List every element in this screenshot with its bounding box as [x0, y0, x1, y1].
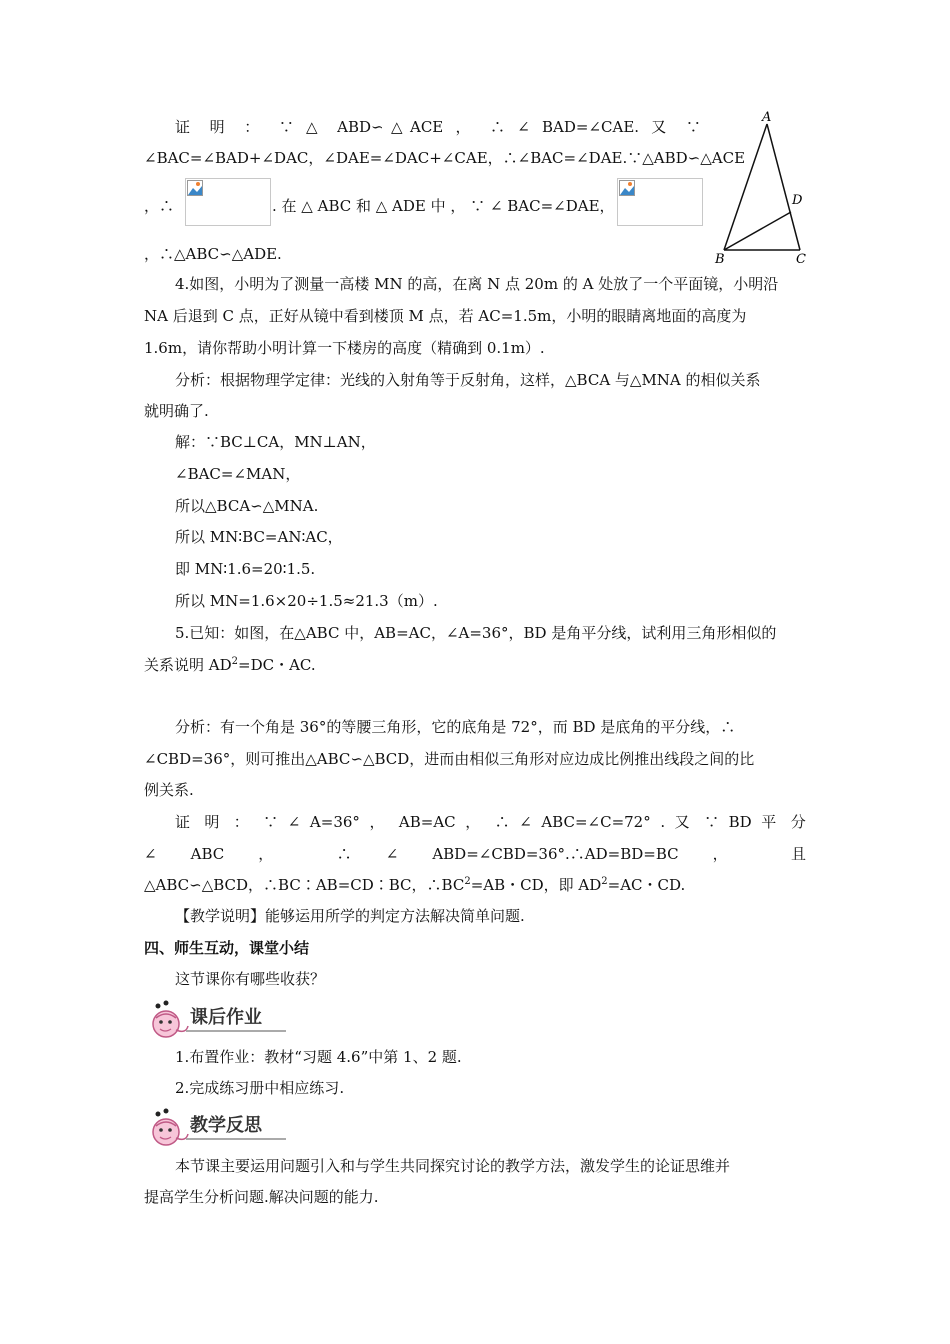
side-ab: [724, 124, 767, 250]
mascot-icon: [146, 1108, 190, 1148]
proof1-line2: ∠BAC=∠BAD+∠DAC，∠DAE=∠DAC+∠CAE，∴∠BAC=∠DAE.∵△ABD∽△ACE: [144, 149, 746, 167]
proof1-line1-token: 证: [175, 118, 198, 136]
broken-image-placeholder: [185, 178, 271, 226]
problem5-line2-sup: 2: [231, 656, 239, 667]
segment-bd: [724, 212, 791, 250]
proof1-line1-token: ∵: [685, 118, 701, 136]
problem5-proof-line1-token: .: [660, 813, 666, 831]
problem4-solution-line4: 所以 MN∶BC=AN∶AC，: [175, 528, 343, 546]
problem5-proof-line3-pre: △ABC∽△BCD，∴BC∶AB=CD∶BC，∴BC: [144, 876, 465, 894]
problem5-proof-line1-token: ∵: [704, 813, 720, 831]
problem5-proof-line1-token: BD: [728, 813, 752, 831]
problem5-analysis-line1: 分析：有一个角是 36°的等腰三角形，它的底角是 72°，而 BD 是底角的平分线，∴: [175, 718, 736, 736]
problem5-proof-line2: [144, 844, 806, 864]
reflection-banner: [146, 1108, 286, 1148]
problem5-proof-line1-token: ∵: [263, 813, 279, 831]
problem5-proof-line2-token: ABC: [190, 845, 225, 863]
proof1-line1-token: ：: [244, 118, 267, 136]
problem5-proof-line2-token: ∠: [144, 845, 157, 863]
proof1-line1-token: 明: [209, 118, 233, 136]
problem5-proof-line2-token: ∴: [336, 845, 352, 863]
problem4-solution-line2: ∠BAC=∠MAN，: [175, 465, 301, 483]
reflection-line1: 本节课主要运用问题引入和与学生共同探究讨论的教学方法，激发学生的论证思维并: [175, 1157, 731, 1175]
problem5-proof-line1-token: 平: [761, 813, 782, 831]
side-ac: [767, 124, 800, 250]
problem5-proof-line1-token: A=36°: [309, 813, 360, 831]
mascot-icon: [146, 1000, 190, 1040]
proof1-line1-token: ，: [455, 118, 478, 136]
problem5-proof-line1-token: AB=AC: [398, 813, 456, 831]
problem5-line2: [144, 655, 806, 675]
problem5-proof-line1-token: 明: [204, 813, 225, 831]
problem5-analysis-line2: ∠CBD=36°，则可推出△ABC∽△BCD，进而由相似三角形对应边成比例推出线段之间的比: [144, 750, 755, 768]
broken-image-placeholder-2: [617, 178, 703, 226]
section4-heading: 四、师生互动，课堂小结: [144, 939, 310, 957]
problem5-proof-line3-sup2: 2: [601, 876, 608, 887]
problem5-proof-line2-token: ，: [712, 845, 757, 863]
label-c: C: [796, 252, 806, 264]
proof1-line1: [175, 117, 701, 137]
proof1-line1-token: ∴: [490, 118, 506, 136]
reflection-line2: 提高学生分析问题.解决问题的能力.: [144, 1188, 379, 1206]
proof1-line1-token: BAD=∠CAE.: [542, 118, 640, 136]
problem5-proof-line2-token: ，: [258, 845, 303, 863]
problem5-proof-line3-post: =AC・CD.: [607, 876, 686, 894]
problem4-line1: 4.如图，小明为了测量一高楼 MN 的高，在离 N 点 20m 的 A 处放了一个平面镜，小明沿: [175, 275, 779, 293]
label-a: A: [762, 110, 772, 125]
problem5-proof-line3-mid: =AB・CD，即 AD: [470, 876, 602, 894]
problem5-analysis-line3: 例关系.: [144, 781, 194, 799]
problem5-proof-line3-sup1: 2: [464, 876, 471, 887]
proof1-line1-token: ∠: [517, 118, 530, 136]
problem4-solution-line6: 所以 MN=1.6×20÷1.5≈21.3（m）.: [175, 592, 438, 610]
proof1-line1-token: △: [306, 118, 325, 136]
proof1-line1-token: 又: [651, 118, 674, 136]
problem4-analysis-line2: 就明确了.: [144, 402, 209, 420]
problem5-line2-pre: 关系说明 AD: [144, 656, 232, 674]
problem5-proof-line1-token: 证: [175, 813, 195, 831]
problem5-proof-line1-token: ABC=∠C=72°: [541, 813, 651, 831]
proof1-line3-middle: . 在 △ ABC 和 △ ADE 中 ， ∵ ∠ BAC=∠DAE，: [272, 197, 615, 215]
problem5-proof-line1-token: 又: [674, 813, 695, 831]
problem4-line2: NA 后退到 C 点，正好从镜中看到楼顶 M 点，若 AC=1.5m，小明的眼睛离地面的高度为: [144, 307, 747, 325]
problem5-proof-line2-token: ABD=∠CBD=36°.∴AD=BD=BC: [432, 845, 679, 863]
proof1-line4: ，∴△ABC∽△ADE.: [144, 245, 282, 263]
teaching-note: 【教学说明】能够运用所学的判定方法解决简单问题.: [175, 907, 525, 925]
problem5-proof-line1-token: ，: [465, 813, 486, 831]
problem5-proof-line1: [175, 812, 806, 832]
section4-question: 这节课你有哪些收获？: [175, 970, 326, 988]
homework-banner: [146, 1000, 286, 1040]
problem5-line2-post: =DC・AC.: [238, 656, 316, 674]
reflection-banner-label: 教学反思: [186, 1114, 286, 1140]
problem5-proof-line1-token: ∠: [519, 813, 532, 831]
triangle-figure: [712, 108, 812, 264]
problem4-solution-line3: 所以△BCA∽△MNA.: [175, 497, 319, 515]
homework-item1: 1.布置作业：教材“习题 4.6”中第 1、2 题.: [175, 1048, 462, 1066]
label-d: D: [792, 193, 803, 208]
proof1-line1-token: ∵: [278, 118, 294, 136]
homework-item2: 2.完成练习册中相应练习.: [175, 1079, 345, 1097]
proof1-line3-prefix: ，∴: [144, 197, 175, 215]
problem4-solution-line1: 解：∵BC⊥CA，MN⊥AN，: [175, 433, 376, 451]
problem5-proof-line2-token: 且: [790, 845, 806, 863]
problem5-proof-line1-token: 分: [790, 813, 806, 831]
problem5-proof-line1-token: ∠: [287, 813, 301, 831]
problem5-proof-line1-token: ：: [233, 813, 254, 831]
problem4-solution-line5: 即 MN∶1.6=20∶1.5.: [175, 560, 316, 578]
problem5-proof-line1-token: ∴: [494, 813, 510, 831]
broken-image-icon: [619, 180, 635, 196]
problem5-line1: 5.已知：如图，在△ABC 中，AB=AC，∠A=36°，BD 是角平分线，试利用三角形相似的: [175, 624, 777, 642]
problem4-line3: 1.6m，请你帮助小明计算一下楼房的高度（精确到 0.1m）.: [144, 339, 545, 357]
problem5-proof-line1-token: ，: [369, 813, 390, 831]
label-b: B: [715, 252, 725, 264]
broken-image-icon: [187, 180, 203, 196]
proof1-line1-token: ABD∽△ACE: [337, 118, 444, 136]
problem5-proof-line3: [144, 875, 806, 895]
problem5-proof-line2-token: ∠: [385, 845, 399, 863]
homework-banner-label: 课后作业: [186, 1006, 286, 1032]
problem4-analysis-line1: 分析：根据物理学定律：光线的入射角等于反射角，这样，△BCA 与△MNA 的相似关系: [175, 371, 761, 389]
